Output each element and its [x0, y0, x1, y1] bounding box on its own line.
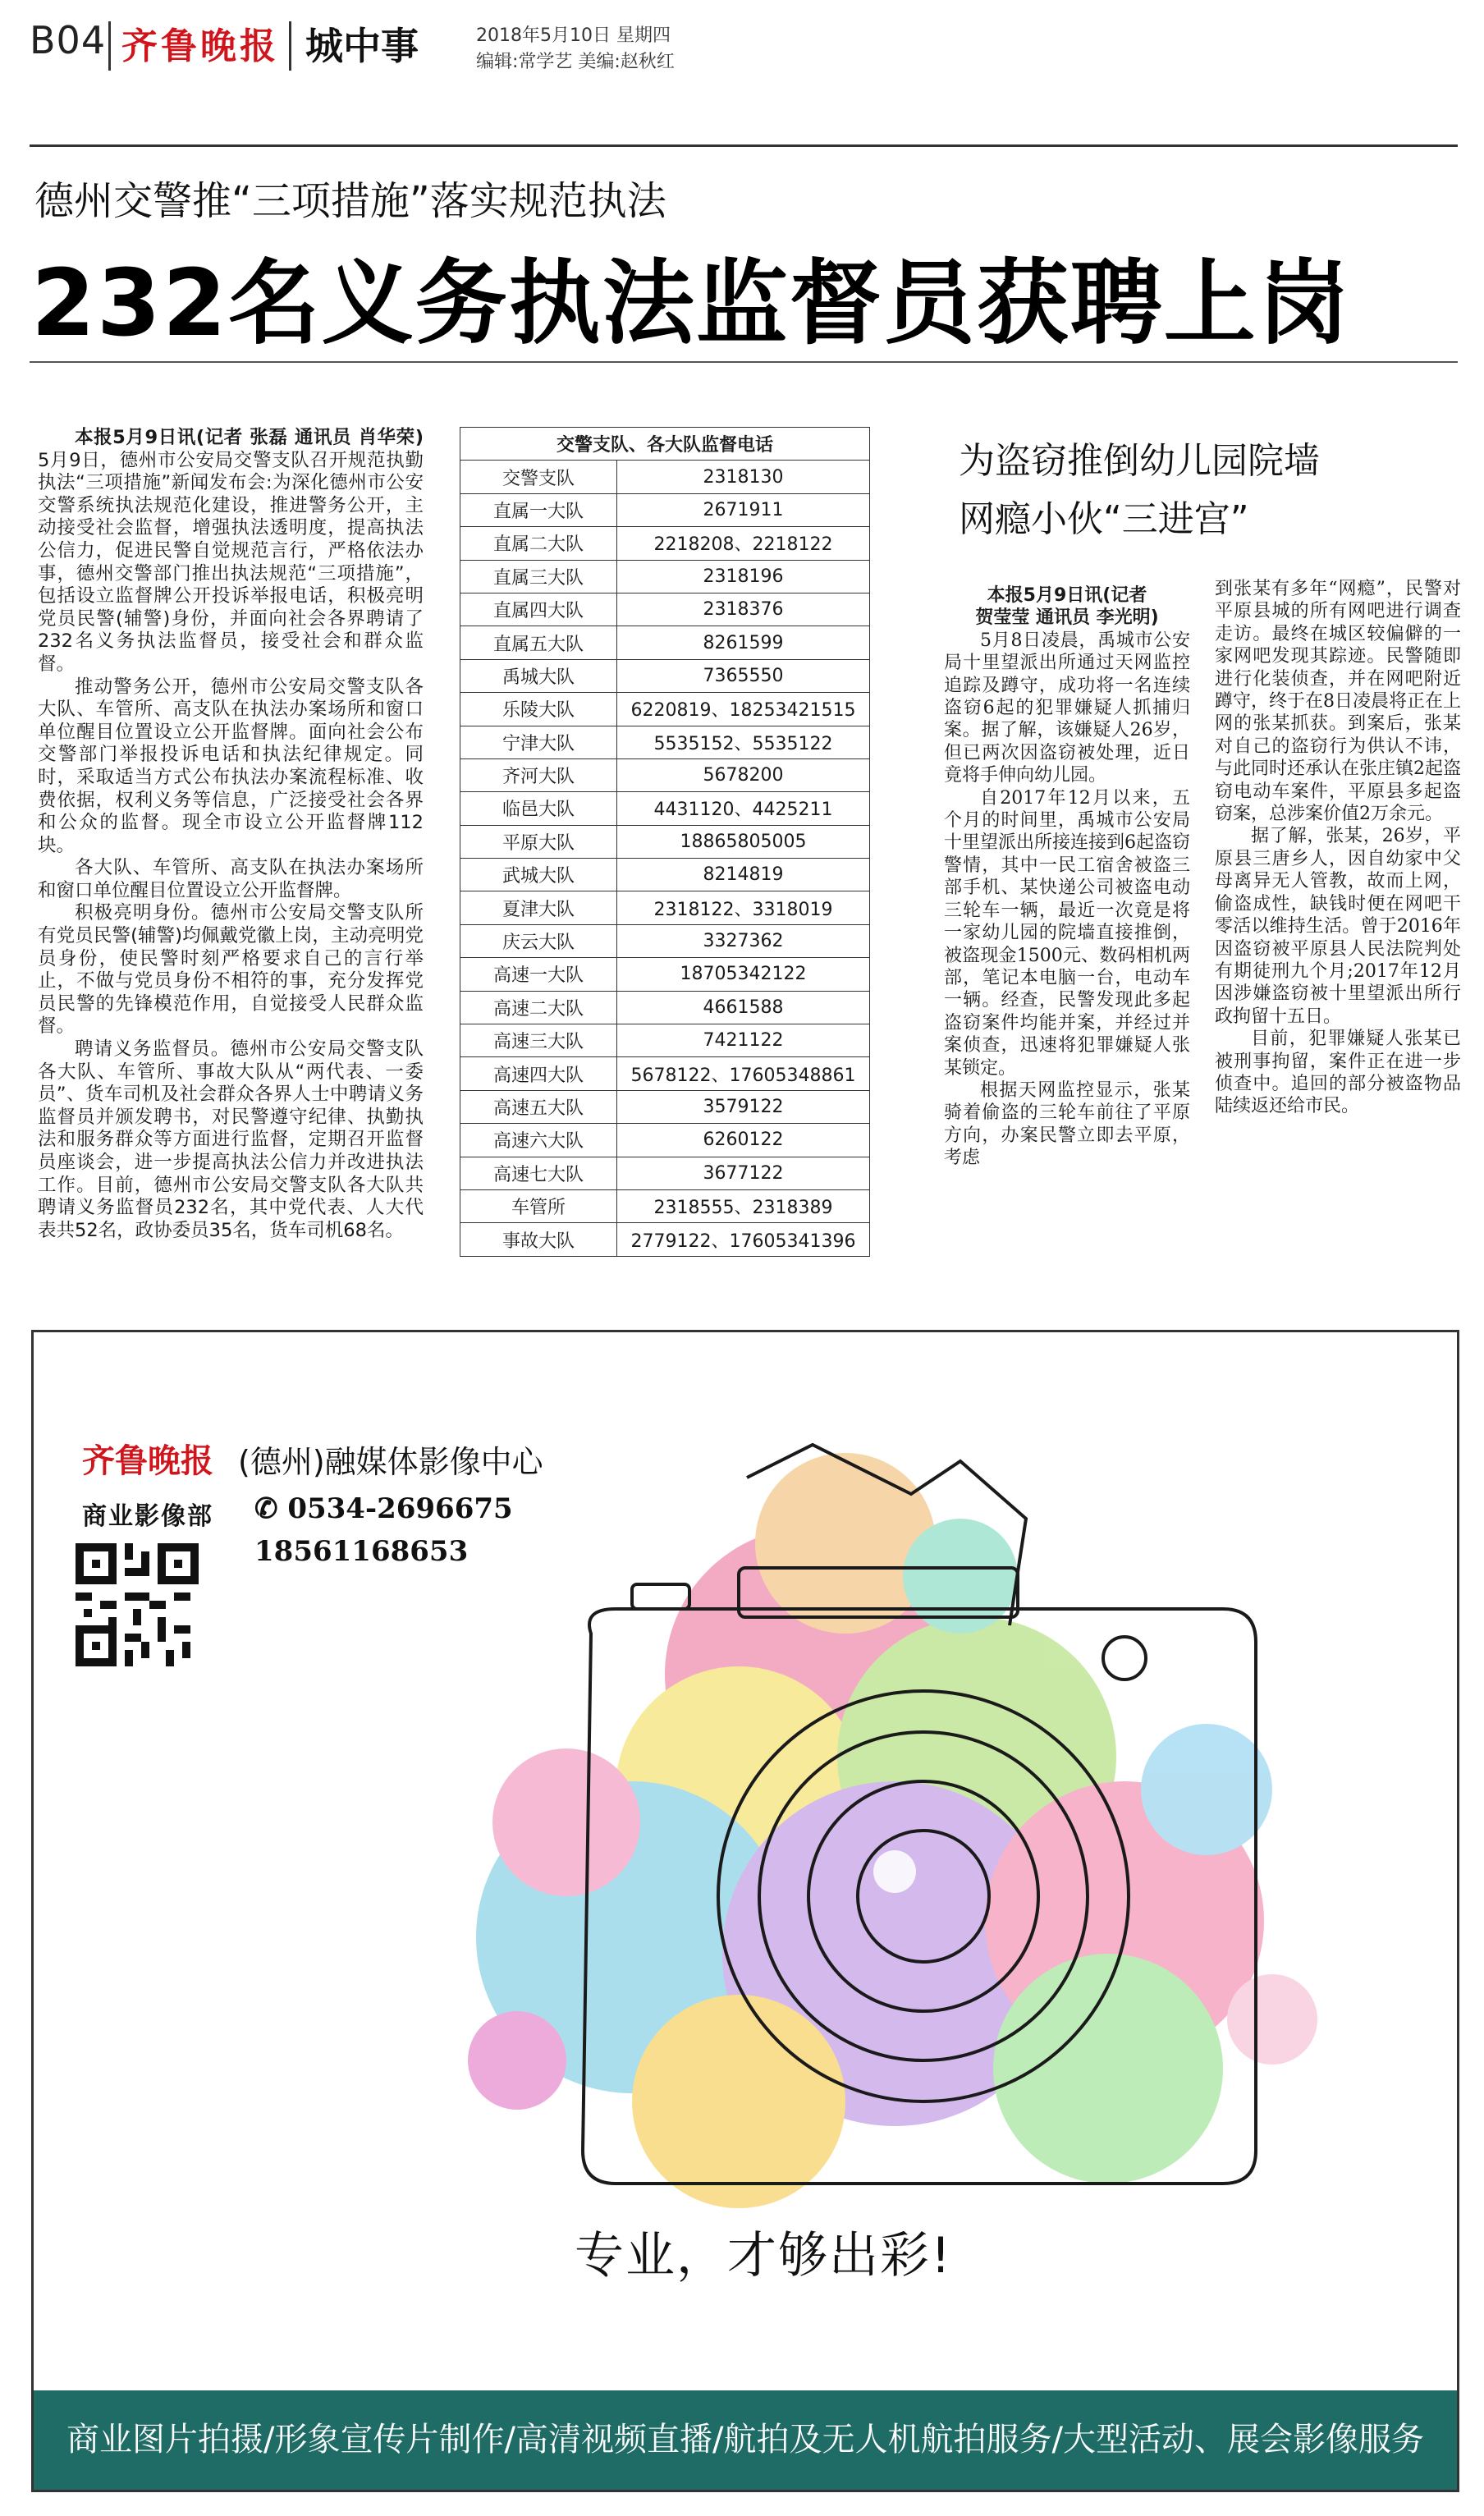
unit-phone: 7421122 — [617, 1024, 870, 1057]
unit-phone: 18705342122 — [617, 958, 870, 991]
unit-name: 直属四大队 — [460, 593, 617, 626]
unit-phone: 2318122、3318019 — [617, 891, 870, 924]
phone-table-row — [460, 1090, 870, 1123]
article-paragraph: 聘请义务监督员。德州市公安局交警支队各大队、车管所、事故大队从“两代表、一委员”、货车司机及社会群众各界人士中聘请义务监督员并颁发聘书，对民警遵守纪律、执勤执法和服务群众等方面进行监督，定期召开监督员座谈会，进一步提高执法公信力并改进执法工作。目前，德州市公安局交警支队各大队共聘请义务监督员232名，其中党代表、人大代表共52名，政协委员35名，货车司机68名。 — [38, 1038, 424, 1241]
article-paragraph: 据了解，张某，26岁，平原县三唐乡人，因自幼家中父母离异无人管教，故而上网，偷盗成性，缺钱时便在网吧干零活以维持生活。曾于2016年因盗窃被平原县人民法院判处有期徒刑九个月;2017年12月因涉嫌盗窃被十里望派出所行政拘留十五日。 — [1215, 826, 1461, 1027]
header-divider — [108, 21, 111, 71]
phone-table-row — [460, 891, 870, 924]
unit-name: 夏津大队 — [460, 891, 617, 924]
unit-phone: 2318196 — [617, 560, 870, 593]
phone-table-row — [460, 924, 870, 957]
unit-name: 高速六大队 — [460, 1124, 617, 1157]
unit-phone: 18865805005 — [617, 825, 870, 858]
phone-table-row — [460, 1124, 870, 1157]
camera-illustration — [386, 1363, 1461, 2249]
headline-rule — [30, 361, 1458, 363]
main-article — [38, 427, 424, 1242]
ad-brand-subtitle: (德州)融媒体影像中心 — [238, 1444, 543, 1480]
editor-credits: 编辑:常学艺 美编:赵秋红 — [476, 52, 675, 72]
story-headline: 232名义务执法监督员获聘上岗 — [31, 250, 1351, 357]
unit-phone: 4431120、4425211 — [617, 792, 870, 825]
unit-phone: 8261599 — [617, 626, 870, 659]
unit-phone: 6220819、18253421515 — [617, 693, 870, 726]
unit-name: 直属三大队 — [460, 560, 617, 593]
unit-name: 高速四大队 — [460, 1057, 617, 1090]
unit-phone: 2318130 — [617, 461, 870, 493]
unit-name: 宁津大队 — [460, 726, 617, 758]
ad-slogan: 专业，才够出彩! — [575, 2227, 953, 2285]
phone-table-row — [460, 1024, 870, 1057]
unit-name: 高速三大队 — [460, 1024, 617, 1057]
article-paragraph: 积极亮明身份。德州市公安局交警支队所有党员民警(辅警)均佩戴党徽上岗，主动亮明党员身份，使民警时刻严格要求自己的言行举止，不做与党员身份不相符的事，充分发挥党员民警的先锋模范作用，自觉接受人民群众监督。 — [38, 902, 424, 1038]
article-paragraph: 到张某有多年“网瘾”，民警对平原县城的所有网吧进行调查走访。最终在城区较偏僻的一家网吧发现其踪迹。民警随即进行化装侦查，并在网吧附近蹲守，终于在8日凌晨将正在上网的张某抓获。到案后，张某对自己的盗窃行为供认不讳，与此同时还承认在张庄镇2起盗窃电动车案件，平原县多起盗窃案，总涉案价值2万余元。 — [1215, 579, 1461, 825]
unit-name: 直属二大队 — [460, 527, 617, 560]
unit-name: 齐河大队 — [460, 758, 617, 791]
side-story-column-1 — [944, 584, 1190, 1170]
unit-name: 禹城大队 — [460, 659, 617, 692]
unit-name: 直属一大队 — [460, 493, 617, 526]
side-story-title: 为盗窃推倒幼儿园院墙 — [959, 440, 1320, 482]
unit-phone: 5535152、5535122 — [617, 726, 870, 758]
section-title: 城中事 — [305, 24, 419, 68]
qr-code-icon — [76, 1543, 199, 1666]
ad-mobile: 18561168653 — [254, 1535, 469, 1568]
phone-table-row — [460, 1057, 870, 1090]
unit-phone: 4661588 — [617, 991, 870, 1024]
article-paragraph: 推动警务公开，德州市公安局交警支队各大队、车管所、高支队在执法办案场所和窗口单位醒目位置设立公开监督牌。面向社会公布交警部门举报投诉电话和执法纪律规定。同时，采取适当方式公布执法办案流程标准、收费依据，权利义务等信息，广泛接受社会各界和公众的监督。现全市设立公开监督牌112块。 — [38, 676, 424, 856]
newspaper-logo: 齐鲁晚报 — [121, 25, 279, 67]
ad-department: 商业影像部 — [82, 1502, 213, 1531]
phone-table-row — [460, 758, 870, 791]
unit-phone: 3579122 — [617, 1090, 870, 1123]
unit-name: 事故大队 — [460, 1223, 617, 1256]
phone-table-row — [460, 825, 870, 858]
phone-table-row — [460, 461, 870, 493]
article-paragraph: 各大队、车管所、高支队在执法办案场所和窗口单位醒目位置设立公开监督牌。 — [38, 857, 424, 901]
article-paragraph — [38, 427, 424, 676]
phone-table-row — [460, 693, 870, 726]
unit-name: 庆云大队 — [460, 924, 617, 957]
page-number: B04 — [30, 18, 107, 62]
unit-phone: 3327362 — [617, 924, 870, 957]
article-paragraph: 目前，犯罪嫌疑人张某已被刑事拘留，案件正在进一步侦查中。追回的部分被盗物品陆续返还给市民。 — [1215, 1029, 1461, 1117]
unit-name: 临邑大队 — [460, 792, 617, 825]
side-story-column-2 — [1215, 578, 1461, 1118]
header-divider — [289, 21, 291, 71]
article-lead: 本报5月9日讯(记者 张磊 通讯员 肖华荣) — [75, 427, 424, 448]
unit-phone: 7365550 — [617, 659, 870, 692]
unit-phone: 2218208、2218122 — [617, 527, 870, 560]
ad-services-text: 商业图片拍摄/形象宣传片制作/高清视频直播/航拍及无人机航拍服务/大型活动、展会影像服务 — [66, 2421, 1424, 2459]
article-paragraph: 5月8日凌晨，禹城市公安局十里望派出所通过天网监控追踪及蹲守，成功将一名连续盗窃6起的犯罪嫌疑人抓捕归案。据了解，该嫌疑人26岁，但已两次因盗窃被处理，近日竟将手伸向幼儿园。 — [944, 630, 1190, 786]
unit-name: 平原大队 — [460, 825, 617, 858]
unit-name: 直属五大队 — [460, 626, 617, 659]
unit-name: 高速一大队 — [460, 958, 617, 991]
side-story-subtitle: 网瘾小伙“三进宫” — [959, 498, 1249, 540]
header-rule — [30, 144, 1458, 147]
phone-table-title: 交警支队、各大队监督电话 — [460, 428, 870, 461]
unit-phone: 5678122、17605348861 — [617, 1057, 870, 1090]
phone-table-row — [460, 958, 870, 991]
phone-table-row — [460, 1157, 870, 1189]
side-story-byline: 贺莹莹 通讯员 李光明) — [975, 607, 1159, 629]
phone-table-row — [460, 560, 870, 593]
ad-phone: ✆ 0534-2696675 — [254, 1492, 513, 1525]
unit-phone: 2779122、17605341396 — [617, 1223, 870, 1256]
unit-name: 武城大队 — [460, 859, 617, 891]
phone-table — [460, 427, 870, 1257]
story-kicker: 德州交警推“三项措施”落实规范执法 — [34, 178, 666, 224]
phone-table-row — [460, 626, 870, 659]
unit-name: 乐陵大队 — [460, 693, 617, 726]
unit-name: 车管所 — [460, 1189, 617, 1222]
article-paragraph: 自2017年12月以来，五个月的时间里，禹城市公安局十里望派出所接连接到6起盗窃警情，其中一民工宿舍被盗三部手机、某快递公司被盗电动三轮车一辆，最近一次竟是将一家幼儿园的院墙直接推倒，被盗现金1500元、数码相机两部，笔记本电脑一台，电动车一辆。经查，民警发现此多起盗窃案件均能并案，并经过并案侦查，迅速将犯罪嫌疑人张某锁定。 — [944, 787, 1190, 1079]
unit-phone: 8214819 — [617, 859, 870, 891]
issue-date: 2018年5月10日 星期四 — [476, 25, 671, 46]
phone-table-row — [460, 792, 870, 825]
phone-table-row — [460, 726, 870, 758]
article-paragraph: 根据天网监控显示，张某骑着偷盗的三轮车前往了平原方向，办案民警立即去平原，考虑 — [944, 1079, 1190, 1169]
unit-name: 交警支队 — [460, 461, 617, 493]
article-text: 5月9日，德州市公安局交警支队召开规范执勤执法“三项措施”新闻发布会:为深化德州市公安交警系统执法规范化建设，推进警务公开，主动接受社会监督，增强执法透明度，提高执法公信力，促进民警自觉规范言行，严格依法办事，德州交警部门推出执法规范“三项措施”，包括设立监督牌公开投诉举报电话，积极亮明党员民警(辅警)身份，并面向社会各界聘请了232名义务执法监督员，接受社会和群众监督。 — [38, 449, 424, 675]
phone-table-row — [460, 527, 870, 560]
phone-table-row — [460, 991, 870, 1024]
unit-phone: 3677122 — [617, 1157, 870, 1189]
phone-table-row — [460, 859, 870, 891]
unit-name: 高速二大队 — [460, 991, 617, 1024]
unit-name: 高速五大队 — [460, 1090, 617, 1123]
unit-phone: 2671911 — [617, 493, 870, 526]
ad-brand-logo: 齐鲁晚报 — [82, 1441, 213, 1480]
unit-phone: 2318376 — [617, 593, 870, 626]
unit-phone: 5678200 — [617, 758, 870, 791]
unit-phone: 6260122 — [617, 1124, 870, 1157]
phone-table-row — [460, 493, 870, 526]
phone-table-row — [460, 659, 870, 692]
unit-phone: 2318555、2318389 — [617, 1189, 870, 1222]
phone-table-row — [460, 1223, 870, 1256]
phone-table-row — [460, 593, 870, 626]
side-story-byline: 本报5月9日讯(记者 — [987, 585, 1147, 606]
phone-table-row — [460, 1189, 870, 1222]
unit-name: 高速七大队 — [460, 1157, 617, 1189]
